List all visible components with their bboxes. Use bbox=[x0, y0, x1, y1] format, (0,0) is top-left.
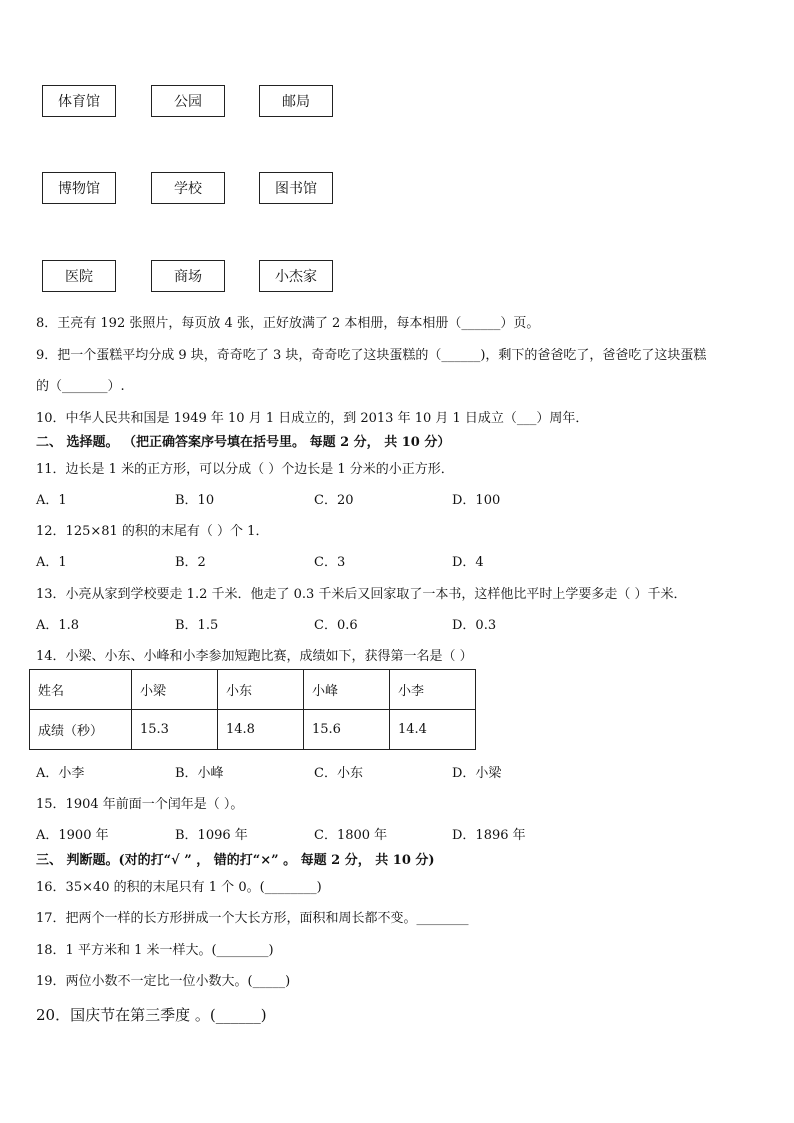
question-14-options bbox=[36, 762, 596, 780]
option-b[interactable]: B．1096 年 bbox=[175, 828, 248, 843]
option-c[interactable]: C．0.6 bbox=[314, 618, 358, 633]
question-10: 10．中华人民共和国是 1949 年 10 月 1 日成立的，到 2013 年 10 月 1 日成立（___）周年． bbox=[36, 411, 589, 426]
option-b[interactable]: B．1.5 bbox=[175, 618, 219, 633]
option-b[interactable]: B．10 bbox=[175, 493, 215, 508]
question-9-line2: 的（_______）. bbox=[36, 379, 125, 394]
table-cell: 成绩（秒） bbox=[30, 710, 132, 750]
table-cell: 小李 bbox=[390, 670, 476, 710]
table-cell: 姓名 bbox=[30, 670, 132, 710]
table-cell: 小梁 bbox=[132, 670, 218, 710]
question-9-line1: 9．把一个蛋糕平均分成 9 块，奇奇吃了 3 块，奇奇吃了这块蛋糕的（______)，剩下的爸爸吃了，爸爸吃了这块蛋糕 bbox=[36, 348, 707, 363]
section-2-heading: 二、 选择题。 （把正确答案序号填在括号里。 每题 2 分， 共 10 分） bbox=[36, 435, 451, 450]
question-11-options bbox=[36, 489, 596, 507]
option-c[interactable]: C．3 bbox=[314, 555, 346, 570]
table-row bbox=[30, 710, 476, 750]
table-cell: 小峰 bbox=[304, 670, 390, 710]
option-d[interactable]: D．小梁 bbox=[452, 766, 502, 781]
option-d[interactable]: D．1896 年 bbox=[452, 828, 526, 843]
option-a[interactable]: A．小李 bbox=[36, 766, 85, 781]
option-a[interactable]: A．1900 年 bbox=[36, 828, 109, 843]
place-box-hospital: 医院 bbox=[42, 260, 116, 292]
option-b[interactable]: B．2 bbox=[175, 555, 206, 570]
option-c[interactable]: C．1800 年 bbox=[314, 828, 388, 843]
place-box-school: 学校 bbox=[151, 172, 225, 204]
section-3-heading: 三、 判断题。(对的打“√ ” ， 错的打“×” 。 每题 2 分， 共 10 分) bbox=[36, 853, 435, 868]
place-box-mall: 商场 bbox=[151, 260, 225, 292]
table-row bbox=[30, 670, 476, 710]
place-box-library: 图书馆 bbox=[259, 172, 333, 204]
option-c[interactable]: C．20 bbox=[314, 493, 354, 508]
option-c[interactable]: C．小东 bbox=[314, 766, 363, 781]
question-15: 15．1904 年前面一个闰年是（ ）。 bbox=[36, 797, 244, 812]
table-cell: 14.4 bbox=[390, 710, 476, 750]
score-table bbox=[29, 669, 476, 750]
option-a[interactable]: A．1 bbox=[36, 555, 67, 570]
question-17: 17．把两个一样的长方形拼成一个大长方形，面积和周长都不变。________ bbox=[36, 911, 469, 926]
place-box-post-office: 邮局 bbox=[259, 85, 333, 117]
question-12-options bbox=[36, 551, 596, 569]
option-d[interactable]: D．4 bbox=[452, 555, 484, 570]
question-15-options bbox=[36, 824, 596, 842]
place-box-gym: 体育馆 bbox=[42, 85, 116, 117]
question-13: 13．小亮从家到学校要走 1.2 千米．他走了 0.3 千米后又回家取了一本书，这样他比平时上学要多走（ ）千米． bbox=[36, 587, 687, 602]
question-12: 12．125×81 的积的末尾有（ ）个 1． bbox=[36, 524, 269, 539]
question-16: 16．35×40 的积的末尾只有 1 个 0。(________) bbox=[36, 880, 322, 895]
place-box-museum: 博物馆 bbox=[42, 172, 116, 204]
question-8: 8．王亮有 192 张照片，每页放 4 张，正好放满了 2 本相册，每本相册（______）页。 bbox=[36, 316, 540, 331]
table-cell: 15.3 bbox=[132, 710, 218, 750]
table-cell: 14.8 bbox=[218, 710, 304, 750]
option-d[interactable]: D．0.3 bbox=[452, 618, 497, 633]
option-d[interactable]: D．100 bbox=[452, 493, 501, 508]
option-a[interactable]: A．1.8 bbox=[36, 618, 80, 633]
question-11: 11．边长是 1 米的正方形，可以分成（ ）个边长是 1 分米的小正方形． bbox=[36, 462, 454, 477]
option-a[interactable]: A．1 bbox=[36, 493, 67, 508]
place-box-park: 公园 bbox=[151, 85, 225, 117]
question-20: 20．国庆节在第三季度 。(______) bbox=[36, 1006, 267, 1024]
question-14: 14．小梁、小东、小峰和小李参加短跑比赛，成绩如下，获得第一名是（ ） bbox=[36, 649, 473, 664]
question-13-options bbox=[36, 614, 596, 632]
question-18: 18．1 平方米和 1 米一样大。(________) bbox=[36, 943, 274, 958]
table-cell: 小东 bbox=[218, 670, 304, 710]
table-cell: 15.6 bbox=[304, 710, 390, 750]
place-box-xiaojie-home: 小杰家 bbox=[259, 260, 333, 292]
option-b[interactable]: B．小峰 bbox=[175, 766, 224, 781]
question-19: 19．两位小数不一定比一位小数大。(_____) bbox=[36, 974, 291, 989]
